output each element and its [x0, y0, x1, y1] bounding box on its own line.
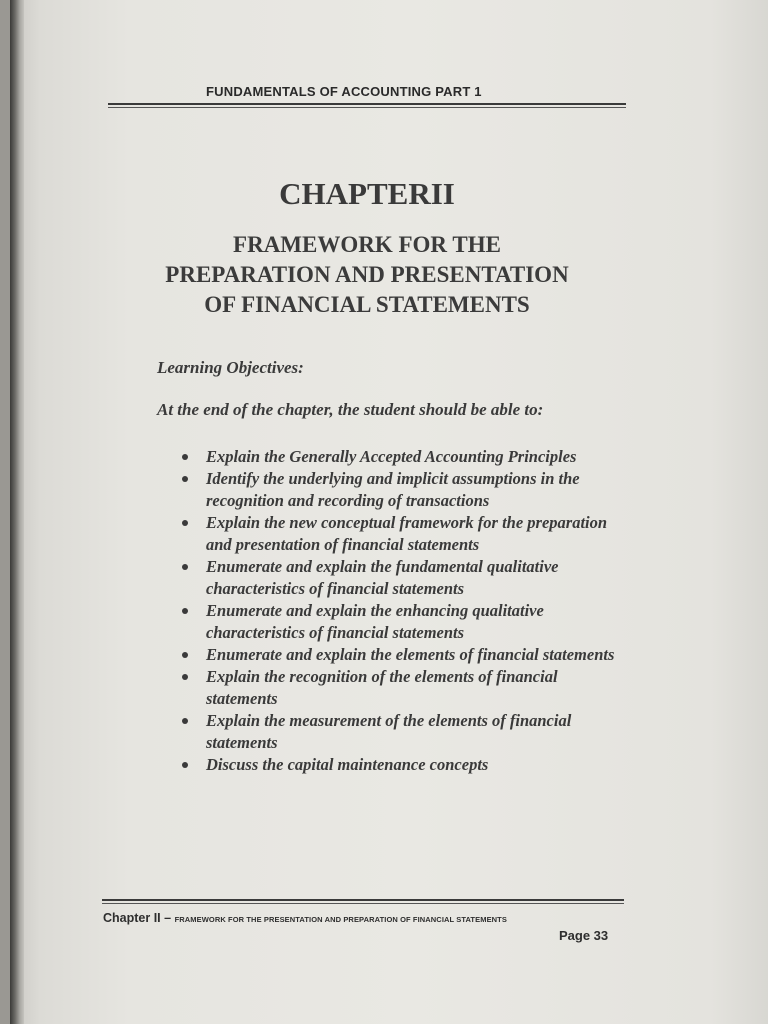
footer-chapter-label: Chapter II: [103, 911, 161, 925]
chapter-label: CHAPTERII: [279, 176, 455, 211]
bullet-icon: [182, 608, 188, 614]
objective-item: [180, 644, 630, 666]
book-binding-shadow: [10, 0, 24, 1024]
footer-rule: [102, 899, 624, 901]
bullet-icon: [182, 674, 188, 680]
footer-chapter-line: [103, 909, 507, 927]
bullet-icon: [182, 564, 188, 570]
running-header: FUNDAMENTALS OF ACCOUNTING PART 1: [206, 84, 482, 99]
bullet-icon: [182, 718, 188, 724]
objective-item: [180, 600, 630, 644]
objectives-list: [180, 446, 630, 776]
bullet-icon: [182, 454, 188, 460]
objective-text: Identify the underlying and implicit assumptions in the recognition and recording of transactions: [206, 469, 580, 510]
header-rule: [108, 103, 626, 105]
footer-separator: –: [160, 911, 175, 925]
objective-item: [180, 754, 630, 776]
objective-text: Explain the measurement of the elements of financial statements: [206, 711, 572, 752]
bullet-icon: [182, 762, 188, 768]
objective-text: Enumerate and explain the enhancing qualitative characteristics of financial statements: [206, 601, 544, 642]
footer-chapter-title: FRAMEWORK FOR THE PRESENTATION AND PREPARATION OF FINANCIAL STATEMENTS: [174, 915, 507, 924]
chapter-title-line: PREPARATION AND PRESENTATION: [165, 262, 569, 287]
chapter-title-line: OF FINANCIAL STATEMENTS: [204, 292, 530, 317]
objectives-intro: At the end of the chapter, the student should be able to:: [157, 400, 544, 419]
bullet-icon: [182, 476, 188, 482]
objective-text: Explain the new conceptual framework for the preparation and presentation of financial statements: [206, 513, 608, 554]
learning-objectives-heading: Learning Objectives:: [157, 358, 304, 377]
footer-rule-thin: [102, 903, 624, 904]
header-rule-thin: [108, 107, 626, 108]
chapter-title-line: FRAMEWORK FOR THE: [233, 232, 501, 257]
bullet-icon: [182, 520, 188, 526]
objective-text: Enumerate and explain the elements of financial statements: [206, 645, 615, 664]
objective-item: [180, 512, 630, 556]
objective-item: [180, 556, 630, 600]
objective-text: Explain the Generally Accepted Accounting Principles: [206, 447, 577, 466]
objective-item: [180, 468, 630, 512]
objective-text: Discuss the capital maintenance concepts: [206, 755, 489, 774]
objective-item: [180, 446, 630, 468]
objective-item: [180, 710, 630, 754]
chapter-title: [0, 230, 734, 320]
objective-text: Explain the recognition of the elements of financial statements: [206, 667, 558, 708]
bullet-icon: [182, 652, 188, 658]
page-number: Page 33: [559, 928, 609, 943]
objective-text: Enumerate and explain the fundamental qualitative characteristics of financial statements: [206, 557, 559, 598]
objective-item: [180, 666, 630, 710]
